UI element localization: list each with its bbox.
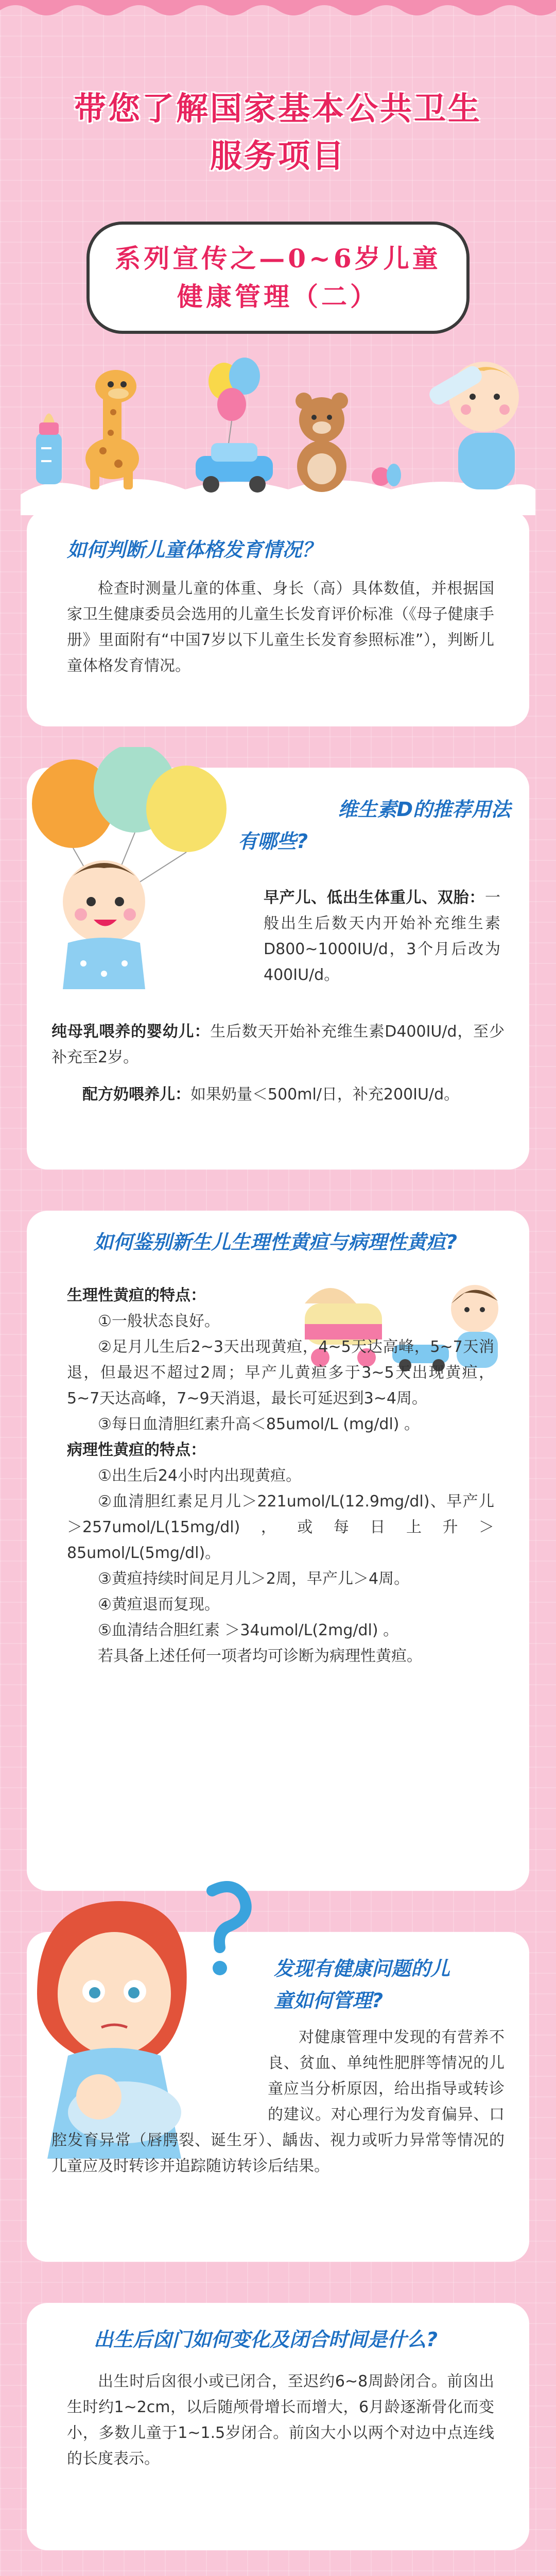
- section-heading-jaundice: 如何鉴别新生儿生理性黄疸与病理性黄疸?: [94, 1231, 458, 1253]
- baby-with-bottle-icon: [426, 362, 519, 489]
- subtitle-line2: 健康管理（二）: [177, 281, 379, 312]
- pathological-point-2: ②血清胆红素足月儿＞221umol/L(12.9mg/dl)、早产儿＞257umol/L(15mg/dl)，或每日上升＞85umol/L(5mg/dl)。: [67, 1493, 494, 1562]
- section-text-growth: 检查时测量儿童的体重、身长（高）具体数值，并根据国家卫生健康委员会选用的儿童生长发育评价标准（《母子健康手册》里面附有“中国7岁以下儿童生长发育参照标准”），判断儿童体格发育情况。: [67, 580, 494, 675]
- section-card-jaundice: [27, 1211, 529, 1891]
- section-heading-health-problems-line1: 发现有健康问题的儿: [274, 1957, 450, 1980]
- section-heading-vitamin-d-line1: 维生素D的推荐用法: [338, 798, 511, 821]
- subtitle-banner: [86, 222, 470, 334]
- physiological-point-2: ②足月儿生后2~3天出现黄疸，4~5天达高峰，5~7天消退，但最迟不超过2周；早产儿黄疸多于3~5天出现黄疸，5~7天达高峰，7~9天消退，最长可延迟到3~4周。: [67, 1338, 494, 1408]
- section-heading-health-problems: [274, 1953, 511, 2016]
- top-wave-decoration: [0, 0, 556, 21]
- pathological-title: 病理性黄疸的特点：: [67, 1441, 206, 1459]
- text-wrap-spacer: [51, 2025, 268, 2128]
- subtitle-line1: 系列宣传之—0~6岁儿童: [115, 243, 441, 274]
- giraffe-toy-icon: [85, 370, 139, 489]
- pathological-point-5: ⑤血清结合胆红素 ＞34umol/L(2mg/dl) 。: [98, 1621, 399, 1639]
- toys-illustration: [21, 340, 535, 515]
- vitamin-d-breastfed: [51, 1019, 505, 1071]
- vitamin-d-formula-label: 配方奶喂养儿：: [82, 1086, 190, 1104]
- section-heading-vitamin-d-line2: 有哪些?: [238, 830, 308, 853]
- section-heading-health-problems-line2: 童如何管理?: [274, 1989, 384, 2012]
- physiological-point-1: ①一般状态良好。: [98, 1312, 220, 1330]
- vitamin-d-premature-text: 一般出生后数天内开始补充维生素D800~1000IU/d，3个月后改为400IU/d。: [264, 889, 500, 984]
- vitamin-d-breastfed-label: 纯母乳喂养的婴幼儿：: [51, 1023, 211, 1041]
- vitamin-d-premature-label: 早产儿、低出生体重儿、双胎：: [264, 889, 485, 907]
- fontanelle-text: 出生时后囟很小或已闭合，至迟约6~8周龄闭合。前囟出生时约1~2cm，以后随颅骨增长而增大，6月龄逐渐骨化而变小，多数儿童于1~1.5岁闭合。前囟大小以两个对边中点连线的长度表示。: [67, 2372, 494, 2468]
- section-card-health-problems: [27, 1932, 529, 2262]
- jaundice-content: [67, 1283, 494, 1669]
- section-card-vitamin-d: [27, 768, 529, 1170]
- baby-bottle-icon: [36, 414, 62, 485]
- vitamin-d-formula-text: 如果奶量＜500ml/日，补充200IU/d。: [190, 1086, 460, 1104]
- physiological-point-3: ③每日血清胆红素升高＜85umol/L (mg/dl) 。: [98, 1415, 420, 1433]
- jaundice-conclusion: 若具备上述任何一项者均可诊断为病理性黄疸。: [98, 1647, 422, 1665]
- pathological-point-1: ①出生后24小时内出现黄疸。: [98, 1467, 302, 1485]
- health-problems-text-content: 对健康管理中发现的有营养不良、贫血、单纯性肥胖等情况的儿童应当分析原因，给出指导或转诊的建议。对心理行为发育偏异、口腔发育异常（唇腭裂、诞生牙）、龋齿、视力或听力异常等情况的儿童应及时转诊并追踪随访转诊后结果。: [51, 2028, 505, 2175]
- page-title-line2: 服务项目: [210, 137, 346, 175]
- physiological-title: 生理性黄疸的特点：: [67, 1286, 206, 1304]
- baby-balloons-illustration: [16, 747, 243, 989]
- section-card-fontanelle: [27, 2303, 529, 2550]
- pathological-point-3: ③黄疸持续时间足月儿＞2周，早产儿＞4周。: [98, 1570, 410, 1588]
- vitamin-d-formula: [51, 1082, 505, 1108]
- vitamin-d-premature: [264, 885, 500, 988]
- health-problems-text: [51, 2025, 505, 2179]
- page-title-line1: 带您了解国家基本公共卫生: [74, 90, 482, 127]
- section-heading-vitamin-d: [238, 793, 511, 857]
- teddy-bear-icon: [296, 393, 348, 492]
- section-heading-growth: 如何判断儿童体格发育情况？: [67, 538, 322, 561]
- vitamin-d-breastfed-text: 生后数天开始补充维生素D400IU/d，至少补充至2岁。: [51, 1023, 505, 1066]
- section-card-growth: [27, 510, 529, 726]
- page-title: [0, 85, 556, 180]
- section-heading-fontanelle: 出生后囟门如何变化及闭合时间是什么?: [94, 2328, 438, 2351]
- pathological-point-4: ④黄疸退而复现。: [98, 1596, 220, 1614]
- pacifier-icon: [372, 464, 401, 486]
